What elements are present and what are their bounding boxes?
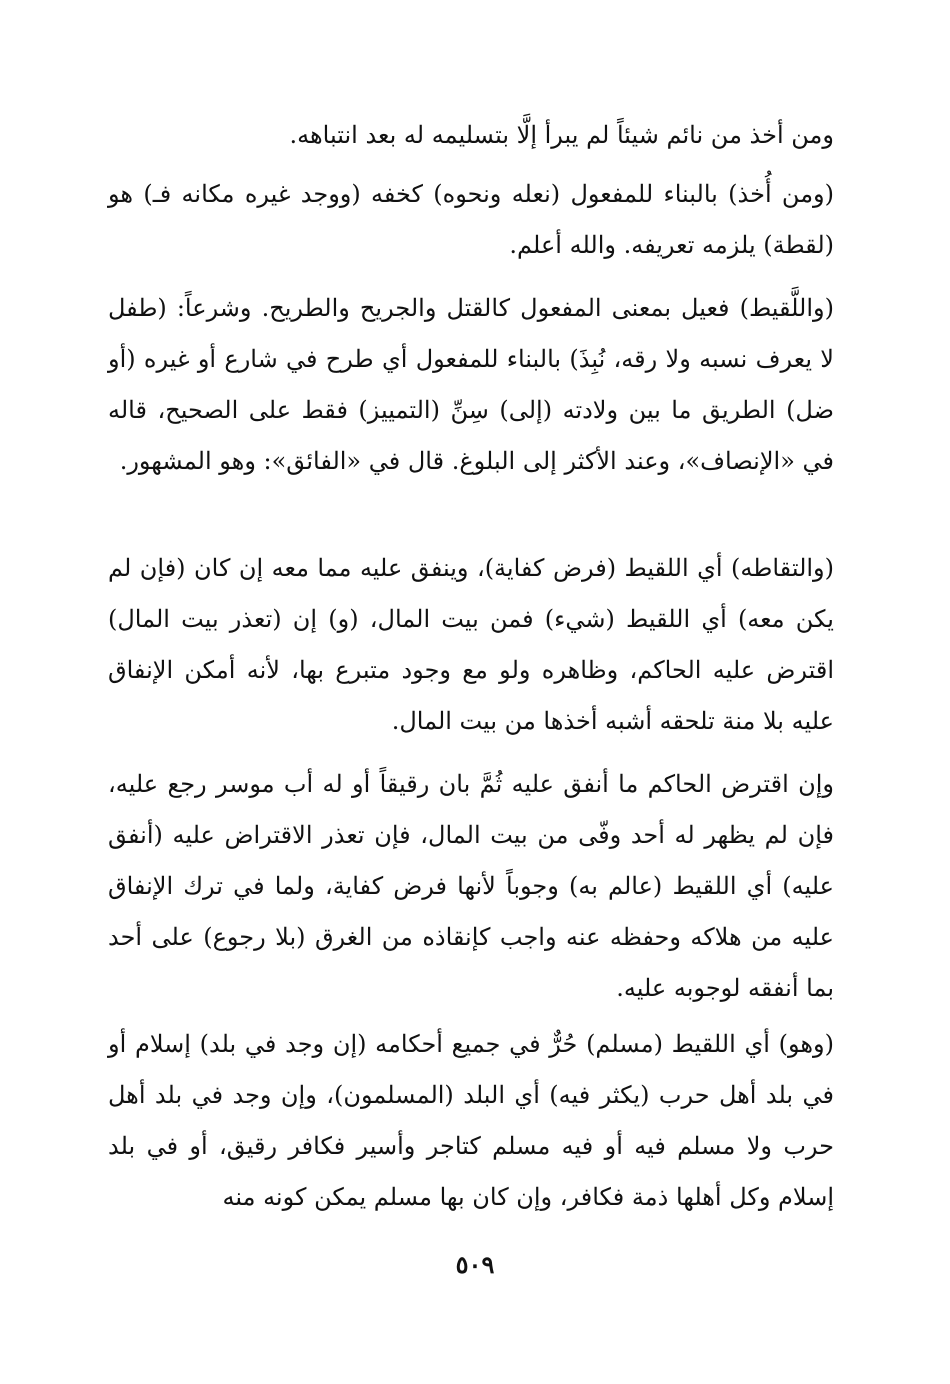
paragraph-2: (ومن أُخذ) بالبناء للمفعول (نعله ونحوه) كخفه (ووجد غيره مكانه فـ) هو (لقطة) يلزمه تعريفه. والله أعلم. (108, 180, 834, 259)
paragraph-6: (وهو) أي اللقيط (مسلم) حُرٌّ في جميع أحكامه (إن وجد في بلد) إسلام أو في بلد أهل حرب (يكثر فيه) أي البلد (المسلمون)، وإن وجد في بلد أهل حرب ولا مسلم فيه أو فيه مسلم كتاجر وأسير فكافر رقيق، أو في بلد إسلام وكل أهلها ذمة فكافر، وإن كان بها مسلم يمكن كونه منه (108, 1030, 835, 1211)
page-number: ٥٠٩ (455, 1250, 495, 1279)
paragraph-1: ومن أخذ من نائم شيئاً لم يبرأ إلَّا بتسليمه له بعد انتباهه. (289, 121, 834, 149)
paragraph-5: وإن اقترض الحاكم ما أنفق عليه ثُمَّ بان رقيقاً أو له أب موسر رجع عليه، فإن لم يظهر له أحد وفّى من بيت المال، فإن تعذر الاقتراض عليه (أنفق عليه) أي اللقيط (عالم به) وجوباً لأنها فرض كفاية، ولما في ترك الإنفاق عليه من هلاكه وحفظه عنه واجب كإنقاذه من الغرق (بلا رجوع) على أحد بما أنفقه لوجوبه عليه. (108, 770, 834, 1002)
paragraph-3: (واللَّقيط) فعيل بمعنى المفعول كالقتل والجريح والطريح. وشرعاً: (طفل لا يعرف نسبه ولا رقه، نُبِذَ) بالبناء للمفعول أي طرح في شارع أو غيره (أو ضل) الطريق ما بين ولادته (إلى) سِنِّ (التمييز) فقط على الصحيح، قاله في «الإنصاف»، وعند الأكثر إلى البلوغ. قال في «الفائق»: وهو المشهور. (108, 294, 834, 475)
paragraph-4: (والتقاطه) أي اللقيط (فرض كفاية)، وينفق عليه مما معه إن كان (فإن لم يكن معه) أي اللقيط (شيء) فمن بيت المال، (و) إن (تعذر بيت المال) اقترض عليه الحاكم، وظاهره ولو مع وجود متبرع بها، لأنه أمكن الإنفاق عليه بلا منة تلحقه أشبه أخذها من بيت المال. (108, 554, 834, 735)
